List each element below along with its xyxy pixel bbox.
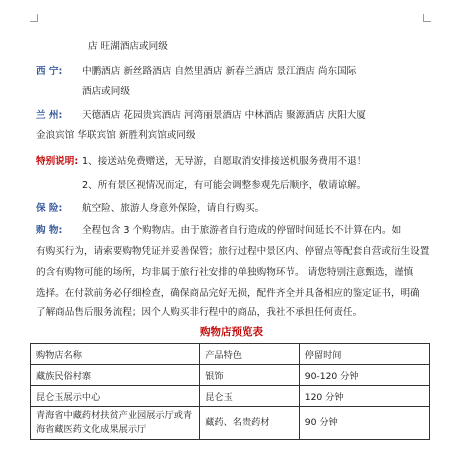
cell-name: 青海省中藏药材扶贫产业园展示厅或青海省藏医药文化成果展示厅 xyxy=(31,407,200,440)
shopping-text-line: 了解商品售后服务流程；因个人购买非行程中的商品，我社不承担任何责任。 xyxy=(36,307,363,318)
table-header-row xyxy=(31,344,430,365)
notes-item-1: 1、接送站免费赠送，无导游，自愿取消安排接送机服务费用不退！ xyxy=(82,156,367,167)
table-title: 购物店预览表 xyxy=(200,326,263,338)
header-cell-name: 购物店名称 xyxy=(31,344,200,365)
cell-time: 90-120 分钟 xyxy=(299,365,429,386)
insurance-text: 航空险、旅游人身意外保险，请自行购买。 xyxy=(82,203,265,214)
shopping-text-line: 有购买行为，请索要购物凭证并妥善保管；旅行过程中景区内、停留点等配套自营或衍生设置 xyxy=(36,246,430,257)
notes-label: 特别说明: xyxy=(36,156,79,167)
cell-feature: 银饰 xyxy=(200,365,299,386)
table-row xyxy=(31,407,430,440)
xining-hotels-line2: 酒店或同级 xyxy=(82,86,130,97)
shopping-table xyxy=(30,343,430,440)
table-row xyxy=(31,386,430,407)
cell-name: 藏族民俗村寨 xyxy=(31,365,200,386)
shopping-text-line: 的含有购物可能的场所，均非属于旅行社安排的单独购物环节。 请您特别注意甄选，谨慎 xyxy=(36,267,414,278)
crop-mark-top-right xyxy=(423,14,431,22)
shopping-label: 购 物: xyxy=(36,225,63,236)
xining-label: 西 宁: xyxy=(36,66,63,77)
notes-item-2: 2、所有景区视情况而定，有可能会调整参观先后顺序，敬请谅解。 xyxy=(82,180,367,191)
lanzhou-hotels-line2: 金浪宾馆 华联宾馆 新胜利宾馆或同级 xyxy=(36,130,196,141)
crop-mark-top-left xyxy=(30,14,38,22)
table-row xyxy=(31,365,430,386)
cell-name: 昆仑玉展示中心 xyxy=(31,386,200,407)
xining-hotels-line1: 中鹏酒店 新丝路酒店 自然里酒店 新春兰酒店 景江酒店 尚东国际 xyxy=(82,66,357,77)
header-cell-time: 停留时间 xyxy=(299,344,429,365)
cell-time: 90 分钟 xyxy=(299,407,429,440)
intro-line: 店 旺湖酒店或同级 xyxy=(88,41,168,52)
cell-time: 120 分钟 xyxy=(299,386,429,407)
insurance-label: 保 险: xyxy=(36,203,63,214)
cell-feature: 昆仑玉 xyxy=(200,386,299,407)
header-cell-feature: 产品特色 xyxy=(200,344,299,365)
lanzhou-label: 兰 州: xyxy=(36,110,63,121)
shopping-text-line: 全程包含 3 个购物店。由于旅游者自行造成的停留时间延长不计算在内。如 xyxy=(82,225,402,236)
cell-feature: 藏药、名贵药材 xyxy=(200,407,299,440)
lanzhou-hotels-line1: 天德酒店 花园贵宾酒店 河湾丽景酒店 中林酒店 聚源酒店 庆阳大厦 xyxy=(82,110,366,121)
shopping-text-line: 选择。在付款前务必仔细检查，确保商品完好无损，配件齐全并具备相应的鉴定证书，明确 xyxy=(36,288,420,299)
